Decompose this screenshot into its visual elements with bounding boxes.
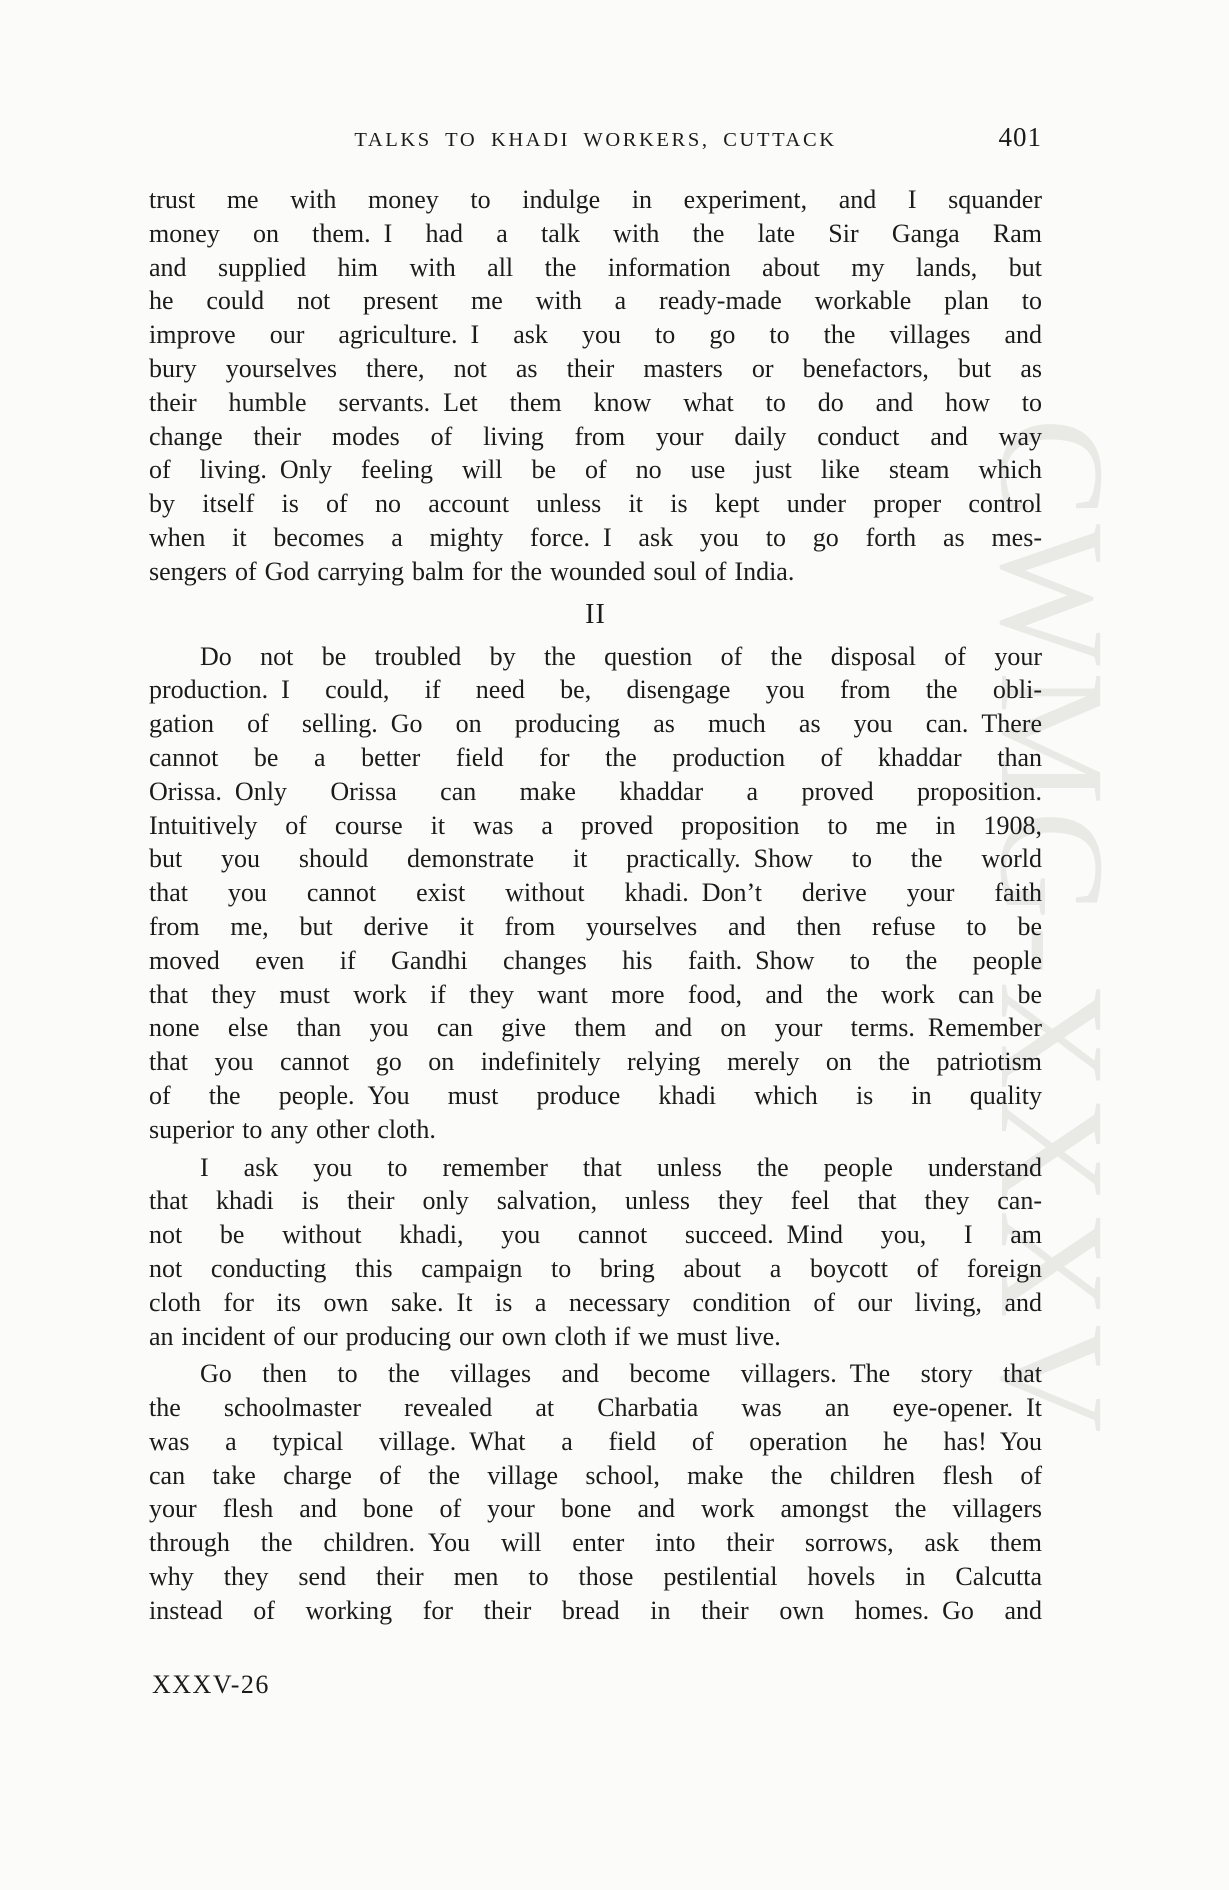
- text-line: why they send their men to those pestilential hovels in Calcutta: [149, 1562, 1042, 1592]
- text-line: of the people. You must produce khadi which is in quality: [149, 1080, 1042, 1110]
- text-line: that you cannot exist without khadi. Don’t derive your faith: [149, 878, 1042, 908]
- text-line: Intuitively of course it was a proved proposition to me in 1908,: [149, 810, 1042, 840]
- text-line: superior to any other cloth.: [149, 1114, 436, 1144]
- text-line: improve our agriculture. I ask you to go to the villages and: [149, 320, 1042, 350]
- paragraph: [149, 1151, 1042, 1354]
- running-head-title: TALKS TO KHADI WORKERS, CUTTACK: [354, 129, 837, 151]
- text-line: I ask you to remember that unless the people understand: [200, 1152, 1042, 1182]
- text-line: instead of working for their bread in their own homes. Go and: [149, 1595, 1042, 1625]
- paragraph: [149, 640, 1042, 1147]
- text-line: change their modes of living from your daily conduct and way: [149, 421, 1042, 451]
- text-line: Go then to the villages and become villagers. The story that: [200, 1359, 1042, 1389]
- text-line: not conducting this campaign to bring about a boycott of foreign: [149, 1253, 1042, 1283]
- body-text: [149, 183, 1042, 1628]
- volume-signature: XXXV-26: [152, 1670, 270, 1699]
- text-line: when it becomes a mighty force. I ask you to go forth as mes-: [149, 522, 1042, 552]
- text-line: not be without khadi, you cannot succeed. Mind you, I am: [149, 1220, 1042, 1250]
- text-line: by itself is of no account unless it is kept under proper control: [149, 489, 1042, 519]
- paragraph: [149, 183, 1042, 589]
- text-line: of living. Only feeling will be of no use just like steam which: [149, 455, 1042, 485]
- text-line: that khadi is their only salvation, unless they feel that they can-: [149, 1186, 1042, 1216]
- text-line: cloth for its own sake. It is a necessary condition of our living, and: [149, 1287, 1042, 1317]
- text-line: that you cannot go on indefinitely relying merely on the patriotism: [149, 1047, 1042, 1077]
- text-line: cannot be a better field for the production of khaddar than: [149, 742, 1042, 772]
- text-line: your flesh and bone of your bone and work amongst the villagers: [149, 1494, 1042, 1524]
- text-line: bury yourselves there, not as their masters or benefactors, but as: [149, 353, 1042, 383]
- text-line: was a typical village. What a field of operation he has! You: [149, 1426, 1042, 1456]
- text-line: trust me with money to indulge in experiment, and I squander: [149, 185, 1042, 214]
- text-line: Do not be troubled by the question of the disposal of your: [200, 641, 1042, 671]
- text-line: can take charge of the village school, make the children flesh of: [149, 1460, 1042, 1490]
- page-number: 401: [998, 122, 1042, 152]
- text-line: he could not present me with a ready-made workable plan to: [149, 286, 1042, 316]
- text-line: money on them. I had a talk with the late Sir Ganga Ram: [149, 218, 1042, 248]
- text-line: and supplied him with all the information about my lands, but: [149, 252, 1042, 282]
- text-line: production. I could, if need be, disengage you from the obli-: [149, 675, 1042, 705]
- section-heading: II: [585, 598, 606, 630]
- watermark-text: CWMG-XXXV: [969, 418, 1135, 1439]
- text-line: an incident of our producing our own cloth if we must live.: [149, 1321, 781, 1351]
- text-line: none else than you can give them and on your terms. Remember: [149, 1013, 1042, 1043]
- text-line: sengers of God carrying balm for the wounded soul of India.: [149, 556, 795, 586]
- text-line: the schoolmaster revealed at Charbatia was an eye-opener. It: [149, 1393, 1042, 1423]
- text-line: but you should demonstrate it practically. Show to the world: [149, 844, 1042, 874]
- text-line: through the children. You will enter into their sorrows, ask them: [149, 1528, 1042, 1558]
- paragraph: [149, 1357, 1042, 1627]
- text-line: Orissa. Only Orissa can make khaddar a proved proposition.: [149, 776, 1042, 806]
- text-line: gation of selling. Go on producing as much as you can. There: [149, 709, 1042, 739]
- running-head: [149, 122, 1042, 160]
- text-line: from me, but derive it from yourselves and then refuse to be: [149, 911, 1042, 941]
- text-line: moved even if Gandhi changes his faith. Show to the people: [149, 945, 1042, 975]
- text-line: that they must work if they want more food, and the work can be: [149, 979, 1042, 1009]
- text-line: their humble servants. Let them know what to do and how to: [149, 387, 1042, 417]
